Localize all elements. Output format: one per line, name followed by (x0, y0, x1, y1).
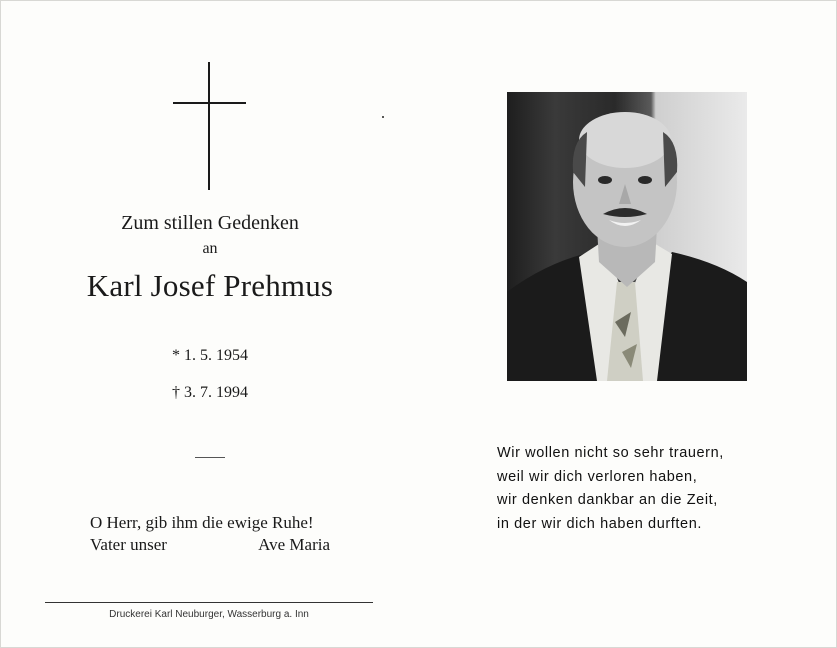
prayer-ave-maria: Ave Maria (258, 535, 330, 554)
poem-line: in der wir dich haben durften. (497, 515, 702, 532)
poem-line: weil wir dich verloren haben, (497, 468, 698, 485)
connector-text: an (202, 240, 218, 257)
portrait-photo (507, 92, 747, 381)
deceased-name: Karl Josef Prehmus (86, 268, 334, 303)
prayer-line: O Herr, gib ihm die ewige Ruhe! (90, 513, 314, 532)
print-speck (382, 116, 384, 118)
memorial-heading: Zum stillen Gedenken (121, 212, 299, 234)
divider-dash (195, 457, 225, 458)
death-date: † 3. 7. 1994 (172, 384, 248, 401)
memorial-poem (497, 442, 724, 536)
poem-line: Wir wollen nicht so sehr trauern, (497, 445, 724, 461)
printer-credit: Druckerei Karl Neuburger, Wasserburg a. Inn (109, 609, 309, 620)
cross-icon (173, 62, 247, 192)
prayer-vater-unser: Vater unser (90, 535, 167, 554)
birth-date: * 1. 5. 1954 (172, 347, 248, 364)
footer-rule (45, 602, 373, 603)
poem-line: wir denken dankbar an die Zeit, (497, 492, 718, 508)
portrait-illustration (507, 92, 747, 381)
